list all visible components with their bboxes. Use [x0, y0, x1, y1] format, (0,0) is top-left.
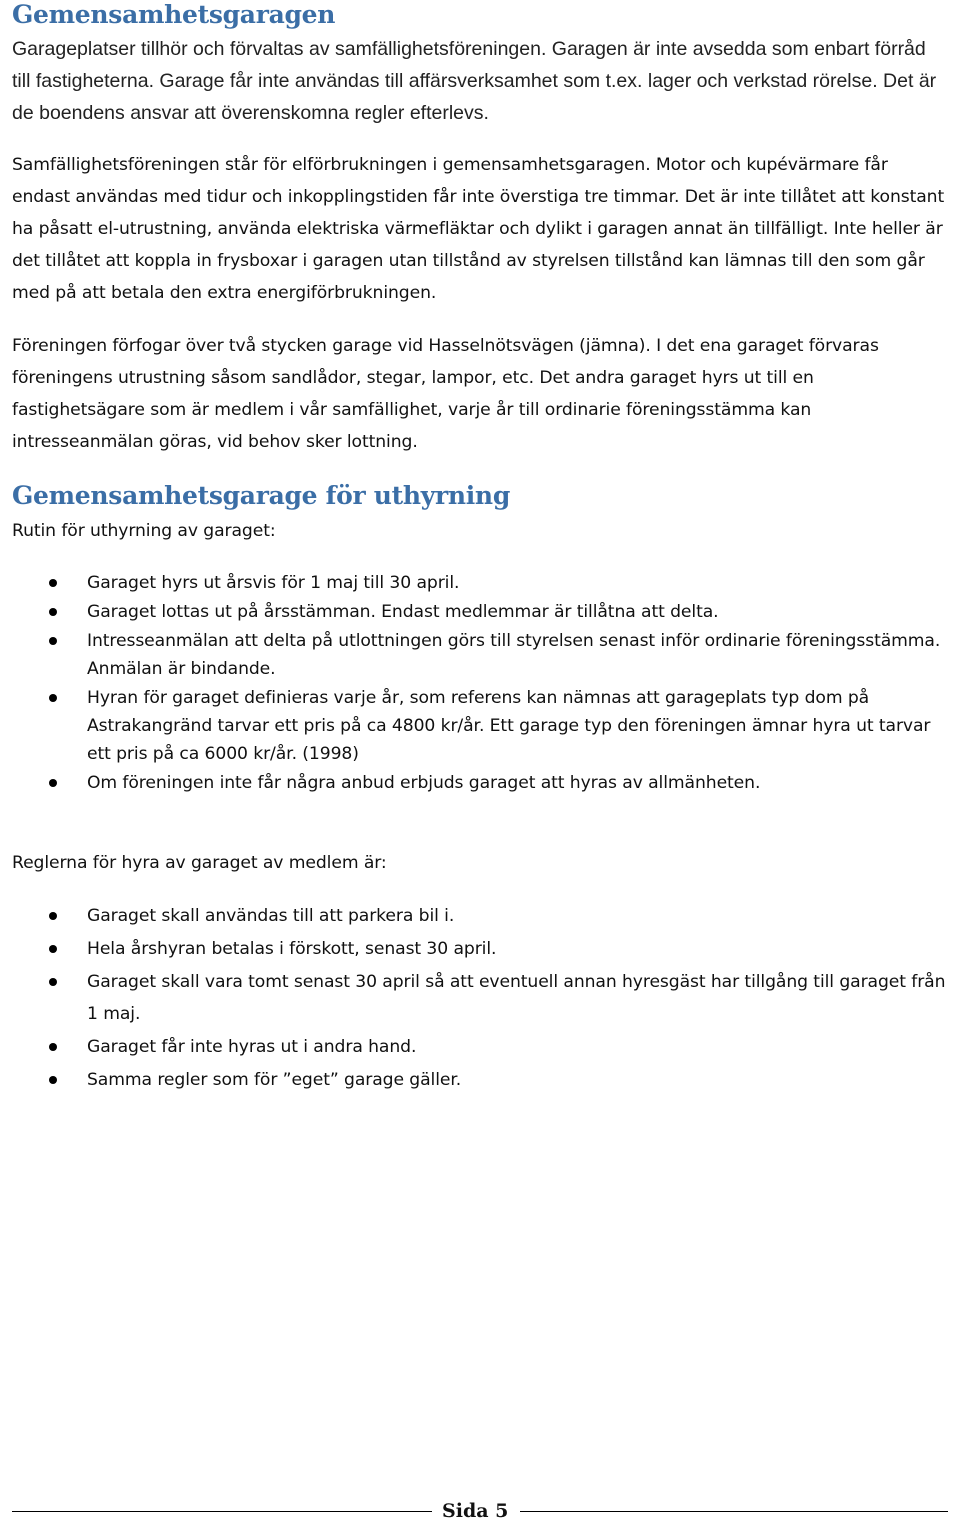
bullet-icon — [49, 779, 57, 787]
paragraph-association-garages: Föreningen förfogar över två stycken garage vid Hasselnötsvägen (jämna). I det ena garaget förvaras föreningens utrustning såsom sandlådor, stegar, lampor, etc. Det andra garaget hyrs ut till en fastighetsägare som är medlem i vår samfällighet, varje år till ordinarie föreningsstämma kan intresseanmälan göras, vid behov sker lottning. — [12, 336, 879, 452]
list-item-text: Intresseanmälan att delta på utlottningen görs till styrelsen senast inför ordinarie föreningsstämma. Anmälan är bindande. — [87, 631, 941, 679]
list-item — [12, 684, 948, 768]
list-item — [12, 900, 948, 932]
list-item — [12, 966, 948, 1030]
list-item — [12, 769, 948, 797]
section-title-rental-garage: Gemensamhetsgarage för uthyrning — [12, 481, 510, 510]
list-item — [12, 1064, 948, 1096]
list-item — [12, 1031, 948, 1063]
bullet-icon — [49, 579, 57, 587]
list-item-text: Garaget hyrs ut årsvis för 1 maj till 30 april. — [87, 573, 460, 593]
section-title-gemensamhetsgaragen: Gemensamhetsgaragen — [12, 0, 336, 29]
member-rules-list — [12, 900, 948, 1097]
footer-rule-left — [12, 1511, 432, 1512]
bullet-icon — [49, 637, 57, 645]
page-number: Sida 5 — [442, 1500, 509, 1522]
paragraph-electricity-rules: Samfällighetsföreningen står för elförbrukningen i gemensamhetsgaragen. Motor och kupévärmare får endast användas med tidur och inkopplingstiden får inte överstiga tre timmar. Det är inte tillåtet att konstant ha påsatt el-utrustning, använda elektriska värmefläktar och dylikt i garagen annat än tillfälligt. Inte heller är det tillåtet att koppla in frysboxar i garagen utan tillstånd av styrelsen tillstånd kan lämnas till den som går med på att betala den extra energiförbrukningen. — [12, 155, 945, 303]
bullet-icon — [49, 694, 57, 702]
member-rules-intro: Reglerna för hyra av garaget av medlem är: — [12, 853, 387, 873]
list-item-text: Garaget skall vara tomt senast 30 april så att eventuell annan hyresgäst har tillgång till garaget från 1 maj. — [87, 972, 946, 1024]
list-item-text: Samma regler som för ”eget” garage gäller. — [87, 1070, 462, 1090]
list-item — [12, 933, 948, 965]
rental-routine-intro: Rutin för uthyrning av garaget: — [12, 521, 276, 541]
list-item — [12, 569, 948, 597]
footer-rule-right — [520, 1511, 948, 1512]
bullet-icon — [49, 608, 57, 616]
list-item — [12, 627, 948, 683]
bullet-icon — [49, 912, 57, 920]
rental-routine-list — [12, 569, 948, 798]
list-item-text: Garaget skall användas till att parkera bil i. — [87, 906, 455, 926]
bullet-icon — [49, 945, 57, 953]
list-item-text: Om föreningen inte får några anbud erbjuds garaget att hyras av allmänheten. — [87, 773, 761, 793]
list-item-text: Garaget får inte hyras ut i andra hand. — [87, 1037, 417, 1057]
paragraph-garage-ownership: Garageplatser tillhör och förvaltas av samfällighetsföreningen. Garagen är inte avsedda som enbart förråd till fastigheterna. Garage får inte användas till affärsverksamhet som t.ex. lager och verkstad rörelse. Det är de boendens ansvar att överenskomna regler efterlevs. — [12, 38, 937, 124]
list-item-text: Hyran för garaget definieras varje år, som referens kan nämnas att garageplats typ dom på Astrakangränd tarvar ett pris på ca 4800 kr/år. Ett garage typ den föreningen ämnar hyra ut tarvar ett pris på ca 6000 kr/år. (1998) — [87, 688, 931, 764]
bullet-icon — [49, 1076, 57, 1084]
list-item — [12, 598, 948, 626]
list-item-text: Hela årshyran betalas i förskott, senast 30 april. — [87, 939, 497, 959]
bullet-icon — [49, 1043, 57, 1051]
list-item-text: Garaget lottas ut på årsstämman. Endast medlemmar är tillåtna att delta. — [87, 602, 719, 622]
bullet-icon — [49, 978, 57, 986]
